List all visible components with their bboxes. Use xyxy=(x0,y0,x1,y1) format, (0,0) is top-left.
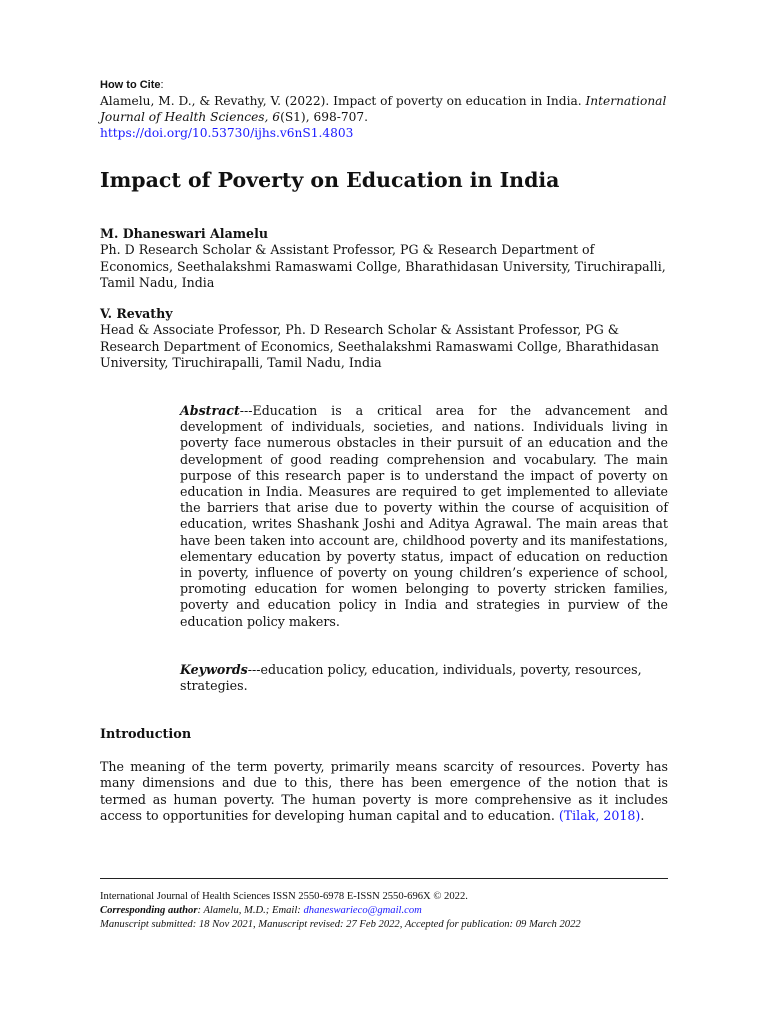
introduction-text: The meaning of the term poverty, primarily means scarcity of resources. Poverty has many dimensions and due to this, there has been emergence of the notion that is termed as human poverty. The human poverty is more comprehensive as it includes access to opportunities for developing human capital and to education. xyxy=(100,759,668,823)
footer-journal-line: International Journal of Health Sciences ISSN 2550-6978 E-ISSN 2550-696X © 2022. xyxy=(100,891,468,902)
author-affiliation: Head & Associate Professor, Ph. D Research Scholar & Assistant Professor, PG & Research Department of Economics, Seethalakshmi Ramaswami Collge, Bharathidasan University, Tiruchirapalli, Tamil Nadu, India xyxy=(100,322,660,370)
how-to-cite-colon: : xyxy=(160,79,164,91)
page-footer xyxy=(100,890,680,932)
author-name: V. Revathy xyxy=(100,306,173,321)
corresponding-label: Corresponding author xyxy=(100,905,198,916)
citation-text: Alamelu, M. D., & Revathy, V. (2022). Impact of poverty on education in India. xyxy=(100,94,586,108)
footer-corresponding xyxy=(100,904,680,918)
citation-pages: (S1), 698-707. xyxy=(280,110,368,124)
author-block xyxy=(100,226,668,291)
how-to-cite-heading: How to Cite xyxy=(100,79,161,91)
keywords xyxy=(180,662,668,694)
doi-link[interactable]: https://doi.org/10.53730/ijhs.v6nS1.4803 xyxy=(100,126,354,140)
corresponding-text: : Alamelu, M.D.; Email: xyxy=(197,905,304,916)
introduction-paragraph xyxy=(100,759,668,824)
abstract xyxy=(180,403,668,630)
abstract-text: ---Education is a critical area for the advancement and development of individuals, societies, and nations. Individuals living in poverty face numerous obstacles in their pursuit of an education and the development of good reading comprehension and vocabulary. The main purpose of this research paper is to understand the impact of poverty on education in India. Measures are required to get implemented to alleviate the barriers that arise due to poverty within the course of acquisition of education, writes Shashank Joshi and Aditya Agrawal. The main areas that have been taken into account are, childhood poverty and its manifestations, elementary education by poverty status, impact of education on reduction in poverty, influence of poverty on young children’s experience of school, promoting education for women belonging to poverty stricken families, poverty and education policy in India and strategies in purview of the education policy makers. xyxy=(180,403,668,629)
introduction-heading: Introduction xyxy=(100,727,192,742)
tilak-citation-link[interactable]: (Tilak, 2018) xyxy=(558,807,641,823)
citation-journal: International Journal of Health Sciences, 6 xyxy=(100,94,667,124)
introduction-end: . xyxy=(640,807,645,823)
keywords-label: Keywords xyxy=(180,662,248,677)
footer-manuscript-dates: Manuscript submitted: 18 Nov 2021, Manuscript revised: 27 Feb 2022, Accepted for publication: 09 March 2022 xyxy=(100,919,581,930)
footer-divider xyxy=(100,878,668,879)
citation-block xyxy=(100,76,668,141)
email-link[interactable]: dhaneswarieco@gmail.com xyxy=(303,905,422,916)
author-name: M. Dhaneswari Alamelu xyxy=(100,226,269,241)
keywords-text: ---education policy, education, individuals, poverty, resources, strategies. xyxy=(180,662,642,694)
author-block xyxy=(100,306,668,371)
author-affiliation: Ph. D Research Scholar & Assistant Professor, PG & Research Department of Economics, Seethalakshmi Ramaswami Collge, Bharathidasan University, Tiruchirapalli, Tamil Nadu, India xyxy=(100,242,666,290)
paper-title: Impact of Poverty on Education in India xyxy=(100,168,560,192)
citation-reference xyxy=(100,93,668,125)
abstract-label: Abstract xyxy=(180,403,240,418)
